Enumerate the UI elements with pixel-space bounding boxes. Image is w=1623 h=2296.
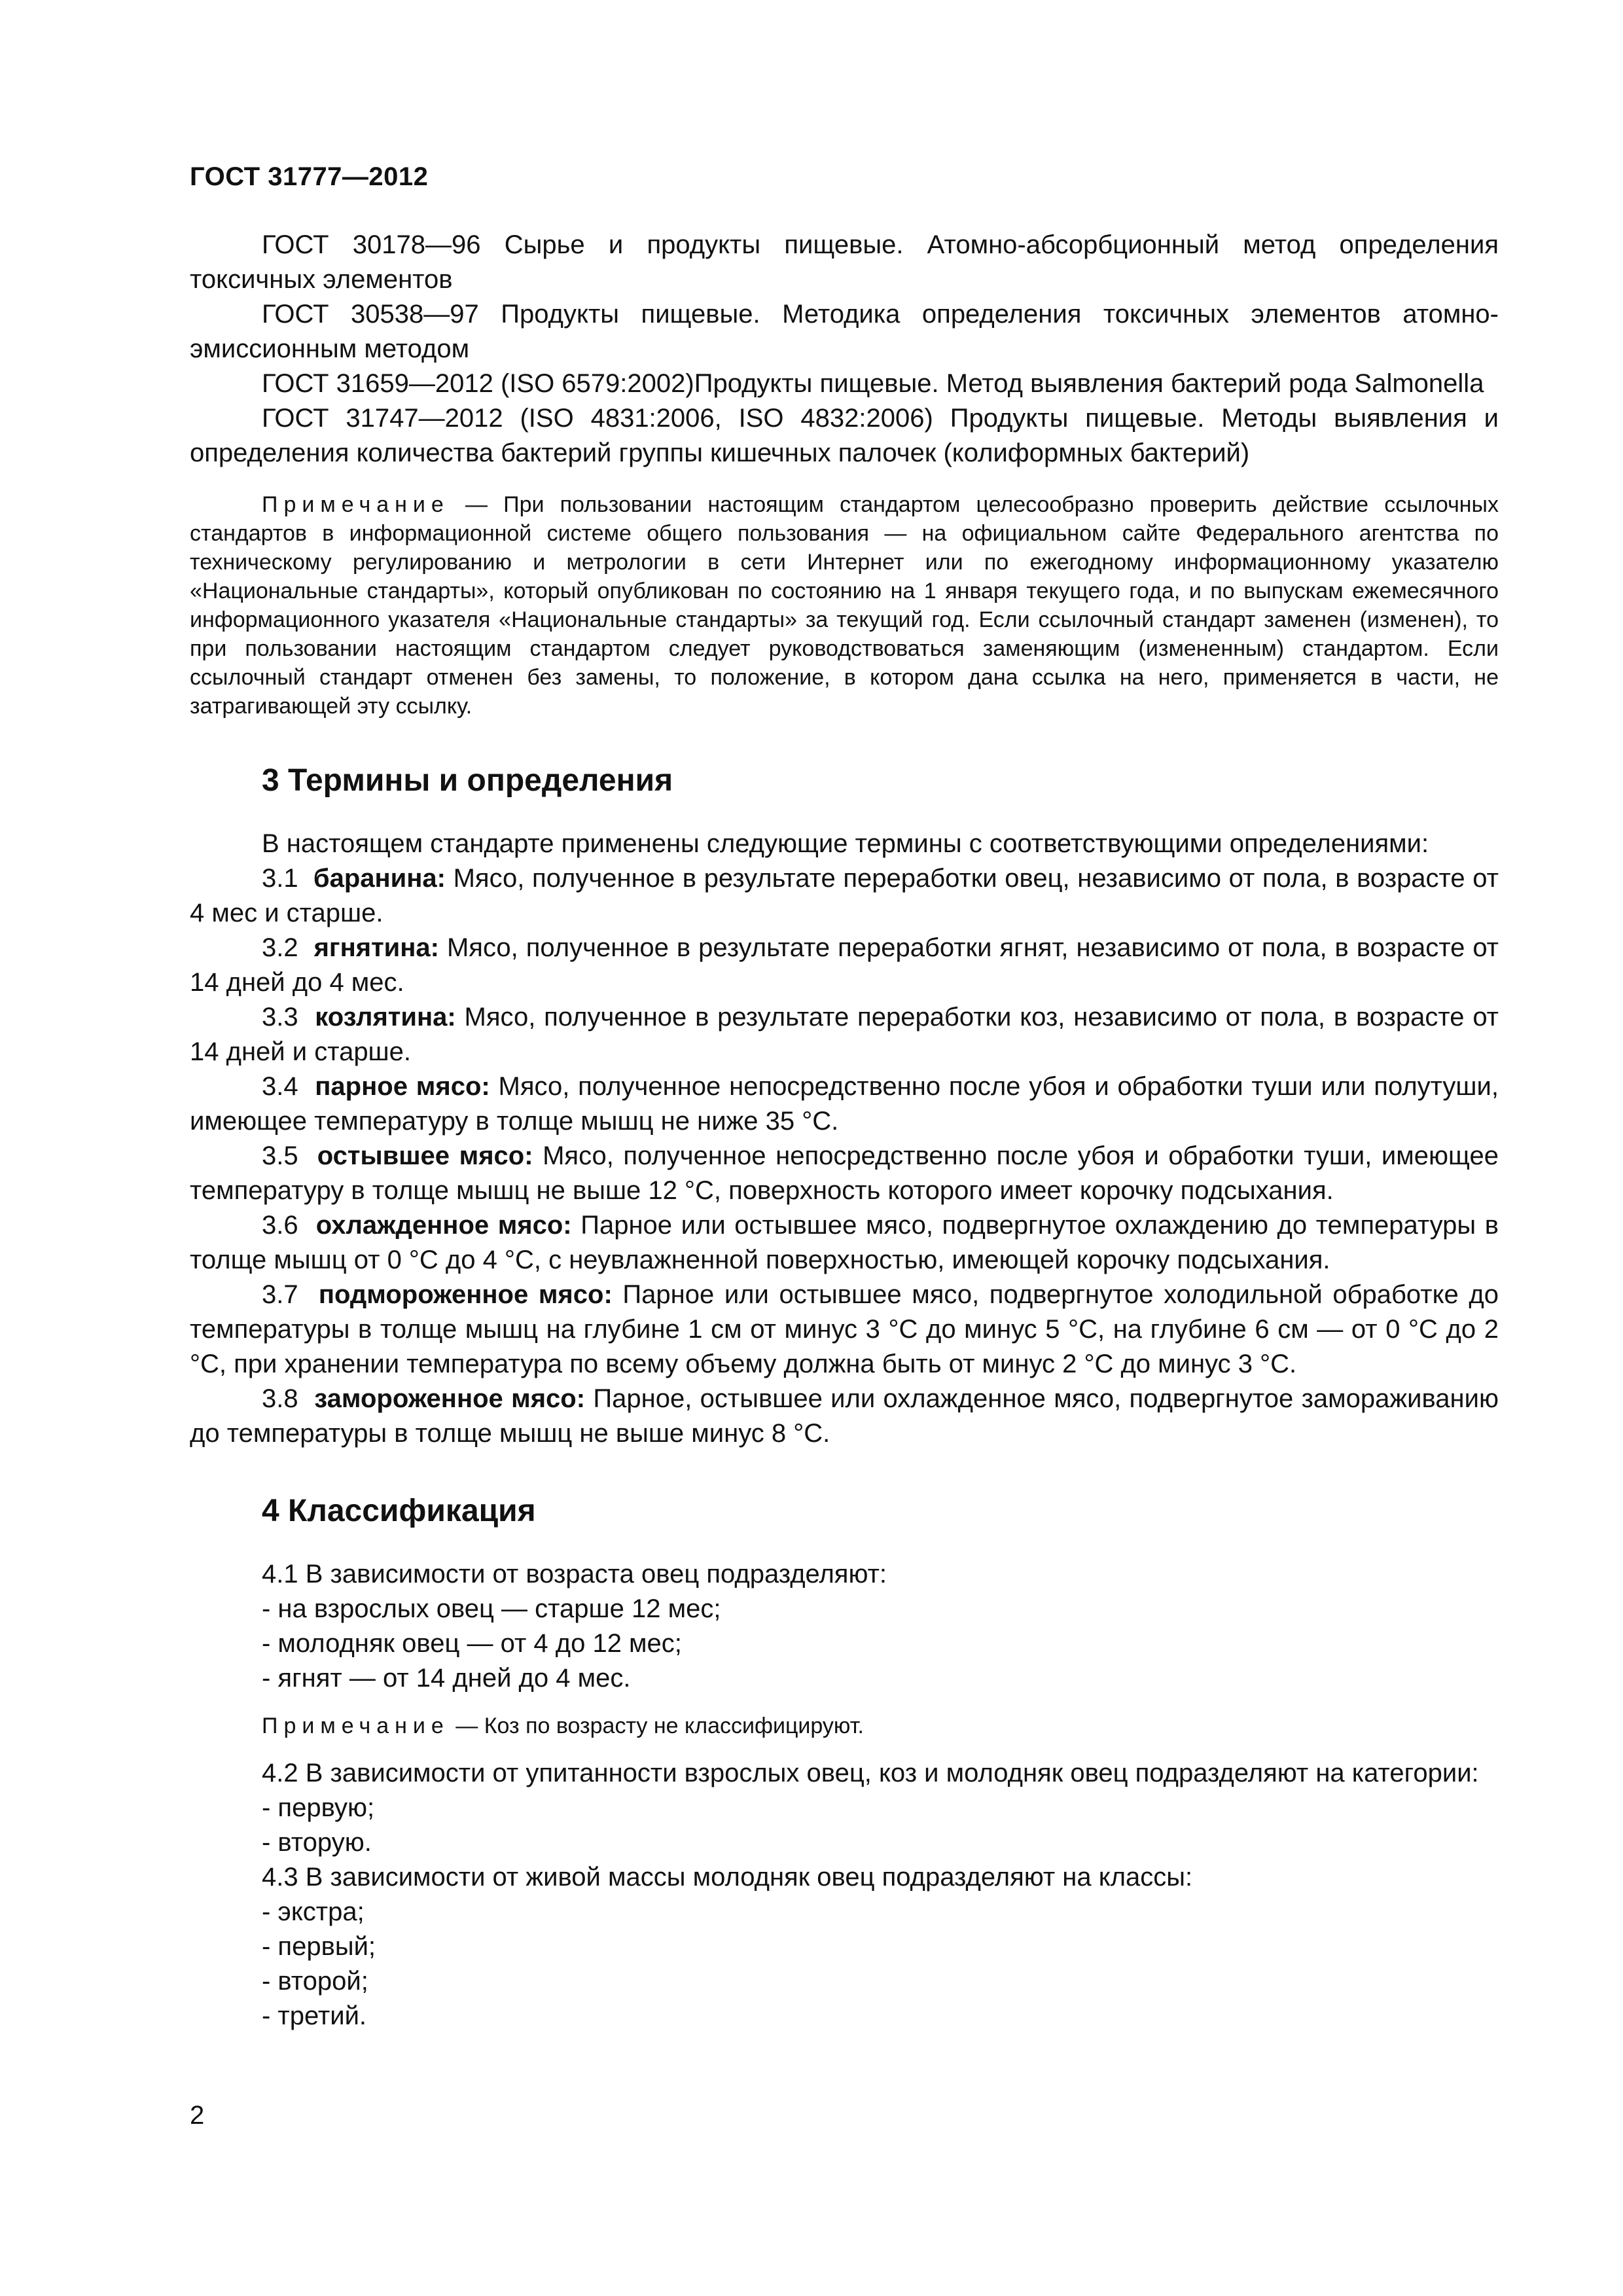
reference-item: ГОСТ 31659—2012 (ISO 6579:2002)Продукты пищевые. Метод выявления бактерий рода Salmonella [262, 369, 1484, 398]
term-number: 3.4 [262, 1072, 298, 1101]
section-4-title: 4 Классификация [262, 1494, 536, 1528]
note-label: Примечание [262, 492, 450, 517]
note-text: — При пользовании настоящим стандартом целесообразно проверить действие ссылочных стандартов в информационной системе общего пользования — на официальном сайте Федерального агентства по техническому регулированию и метрологии в сети Интернет или по ежегодному информационному указателю «Национальные стандарты», который опубликован по состоянию на 1 января текущего года, и по выпускам ежемесячного информационного указателя «Национальные стандарты» за текущий год. Если ссылочный стандарт заменен (изменен), то при пользовании настоящим стандартом следует руководствоваться заменяющим (измененным) стандартом. Если ссылочный стандарт отменен без замены, то положение, в котором дана ссылка на него, применяется в части, не затрагивающей эту ссылку. [190, 492, 1499, 719]
term-number: 3.8 [262, 1384, 298, 1413]
term-definition: Мясо, полученное в результате переработки ягнят, независимо от пола, в возрасте от 14 дней до 4 мес. [190, 933, 1499, 997]
term-item [190, 1208, 1499, 1278]
note-classification [190, 1712, 1499, 1740]
term-item [190, 1069, 1499, 1139]
term-item [190, 1000, 1499, 1069]
term-item [190, 1278, 1499, 1382]
term-name: ягнятина: [313, 933, 439, 962]
list-item: - второй; [262, 1967, 368, 1996]
term-definition: Парное, остывшее или охлажденное мясо, подвергнутое замораживанию до температуры в толще мышц не выше минус 8 °С. [190, 1384, 1499, 1448]
term-item [190, 1139, 1499, 1208]
term-name: остывшее мясо: [317, 1141, 533, 1170]
term-number: 3.7 [262, 1280, 298, 1309]
list-item: - ягнят — от 14 дней до 4 мес. [262, 1664, 631, 1693]
references-list [190, 228, 1499, 471]
term-definition: Парное или остывшее мясо, подвергнутое охлаждению до температуры в толще мышц от 0 °С до 4 °С, с неувлажненной поверхностью, имеющей корочку подсыхания. [190, 1211, 1499, 1274]
paragraph-4-1: 4.1 В зависимости от возраста овец подразделяют: [262, 1560, 887, 1588]
reference-item: ГОСТ 30178—96 Сырье и продукты пищевые. Атомно-абсорбционный метод определения токсичных элементов [190, 230, 1499, 294]
term-name: парное мясо: [315, 1072, 490, 1101]
term-name: подмороженное мясо: [318, 1280, 613, 1309]
paragraph-4-2: 4.2 В зависимости от упитанности взрослых овец, коз и молодняк овец подразделяют на категории: [262, 1759, 1479, 1787]
term-definition: Парное или остывшее мясо, подвергнутое холодильной обработке до температуры в толще мышц на глубине 1 см от минус 3 °С до минус 5 °С, на глубине 6 см — от 0 °С до 2 °С, при хранении температура по всему объему должна быть от минус 2 °С до минус 3 °С. [190, 1280, 1499, 1378]
list-item: - первую; [262, 1793, 375, 1822]
term-name: охлажденное мясо: [315, 1211, 572, 1240]
note-references [190, 490, 1499, 721]
list-item: - первый; [262, 1932, 376, 1961]
page-number: 2 [190, 2101, 205, 2130]
term-definition: Мясо, полученное непосредственно после убоя и обработки туши или полутуши, имеющее температуру в толще мышц не ниже 35 °С. [190, 1072, 1499, 1136]
note-text: — Коз по возрасту не классифицируют. [455, 1713, 864, 1738]
list-item: - третий. [262, 2001, 367, 2030]
term-number: 3.1 [262, 864, 298, 893]
term-definition: Мясо, полученное в результате переработки овец, независимо от пола, в возрасте от 4 мес и старше. [190, 864, 1499, 927]
note-label: Примечание [262, 1713, 450, 1738]
term-item [190, 1382, 1499, 1451]
term-number: 3.6 [262, 1211, 298, 1240]
list-item: - вторую. [262, 1828, 372, 1857]
term-item [190, 931, 1499, 1000]
term-item [190, 861, 1499, 931]
section-3-intro: В настоящем стандарте применены следующие термины с соответствующими определениями: [262, 829, 1429, 858]
section-3-title: 3 Термины и определения [262, 763, 673, 798]
reference-item: ГОСТ 31747—2012 (ISO 4831:2006, ISO 4832:2006) Продукты пищевые. Методы выявления и определения количества бактерий группы кишечных палочек (колиформных бактерий) [190, 404, 1499, 467]
document-header: ГОСТ 31777—2012 [190, 162, 429, 191]
list-item: - молодняк овец — от 4 до 12 мес; [262, 1629, 682, 1658]
term-name: замороженное мясо: [314, 1384, 586, 1413]
term-number: 3.5 [262, 1141, 298, 1170]
reference-item: ГОСТ 30538—97 Продукты пищевые. Методика определения токсичных элементов атомно-эмиссионным методом [190, 300, 1499, 363]
list-item: - экстра; [262, 1897, 365, 1926]
term-definition: Мясо, полученное непосредственно после убоя и обработки туши, имеющее температуру в толще мышц не выше 12 °С, поверхность которого имеет корочку подсыхания. [190, 1141, 1499, 1205]
term-number: 3.3 [262, 1003, 298, 1031]
paragraph-4-3: 4.3 В зависимости от живой массы молодняк овец подразделяют на классы: [262, 1863, 1193, 1892]
term-name: козлятина: [315, 1003, 456, 1031]
list-item: - на взрослых овец — старше 12 мес; [262, 1594, 721, 1623]
document-body [190, 228, 1499, 2034]
term-definition: Мясо, полученное в результате переработки коз, независимо от пола, в возрасте от 14 дней и старше. [190, 1003, 1499, 1066]
term-number: 3.2 [262, 933, 298, 962]
term-name: баранина: [313, 864, 446, 893]
